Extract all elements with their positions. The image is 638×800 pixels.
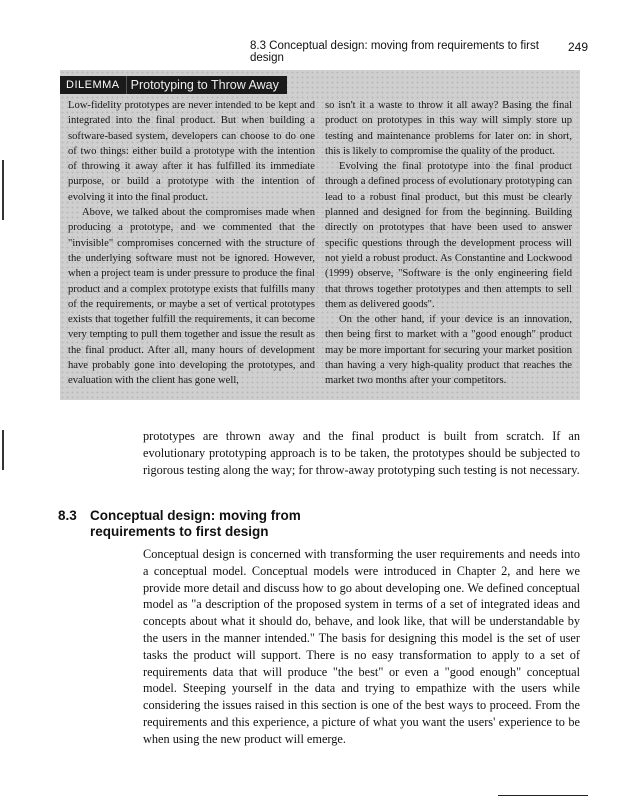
running-header	[250, 40, 588, 64]
section-number: 8.3	[58, 508, 77, 523]
section-title: Conceptual design: moving from requirements to first design	[90, 508, 301, 539]
dilemma-paragraph: so isn't it a waste to throw it all away? Basing the final product on prototypes in this way will simply store up testing and maintenance problems for later on: in short, this is likely to compromise the quality of the product.	[325, 100, 572, 157]
dilemma-paragraph: On the other hand, if your device is an innovation, then being first to market with a "good enough" product may be more important for securing your market position than having a very high-quality product that reaches the market two months after your competitors.	[325, 314, 572, 387]
running-title: 8.3 Conceptual design: moving from requirements to first design	[250, 40, 539, 64]
dilemma-box	[60, 70, 580, 400]
dilemma-tag: DILEMMA	[60, 76, 126, 94]
dilemma-header	[60, 75, 287, 95]
dilemma-columns	[68, 98, 572, 394]
page-number: 249	[567, 40, 588, 54]
body-text: prototypes are thrown away and the final product is built from scratch. If an evolutionary prototyping approach is to be taken, the prototypes should be subjected to rigorous testing along the way; for throw-away prototyping such testing is not necessary.	[143, 429, 580, 477]
dilemma-left-column	[68, 98, 315, 394]
margin-mark	[2, 430, 4, 470]
dilemma-paragraph: Above, we talked about the compromises made when producing a prototype, and we commented that the "invisible" compromises concerned with the structure of the underlying software must not be ignored. However, when a project team is under pressure to produce the final product and a complex prototype exists that fulfills many of the requirements, or maybe a set of vertical prototypes exists that together fulfill the requirements, it can become very tempting to pull them together and issue the result as the final product. After all, many hours of development have probably gone into developing the prototypes, and evaluation with the client has gone well,	[68, 207, 315, 387]
section-heading	[58, 508, 358, 540]
dilemma-right-column	[325, 98, 572, 394]
dilemma-paragraph: Evolving the final prototype into the final product through a defined process of evolutionary prototyping can lead to a robust final product, but this must be clearly planned and designed for from the beginning. Building directly on prototypes that have been used to answer specific questions through the development process will not yield a robust product. As Constantine and Lockwood (1999) observe, "Software is the only engineering field that throws together prototypes and then attempts to sell them as delivered goods".	[325, 161, 572, 310]
continuation-paragraph	[143, 428, 580, 478]
dilemma-paragraph: Low-fidelity prototypes are never intended to be kept and integrated into the final product. But when building a software-based system, developers can choose to do one of two things: either build a prototype with the intention of throwing it away after it has fulfilled its immediate purpose, or build a prototype with the intention of evolving it into the final product.	[68, 100, 315, 203]
section-paragraph	[143, 546, 580, 748]
dilemma-title: Prototyping to Throw Away	[126, 76, 287, 94]
bottom-rule	[498, 795, 588, 796]
margin-mark	[2, 160, 4, 220]
body-text: Conceptual design is concerned with transforming the user requirements and needs into a conceptual model. Conceptual models were introduced in Chapter 2, and here we provide more detail and discuss how to go about developing one. We defined conceptual model as "a description of the proposed system in terms of a set of integrated ideas and concepts about what it should do, behave, and look like, that will be understandable by the users in the manner intended." The basis for designing this model is the set of user tasks the product will support. There is no easy transformation to apply to a set of requirements data that will produce "the best" or even a "good enough" conceptual model. Steeping yourself in the data and trying to empathize with the users while considering the issues raised in this section is one of the best ways to proceed. From the requirements and this experience, a picture of what you want the users' experience to be when using the new product will emerge.	[143, 547, 580, 746]
